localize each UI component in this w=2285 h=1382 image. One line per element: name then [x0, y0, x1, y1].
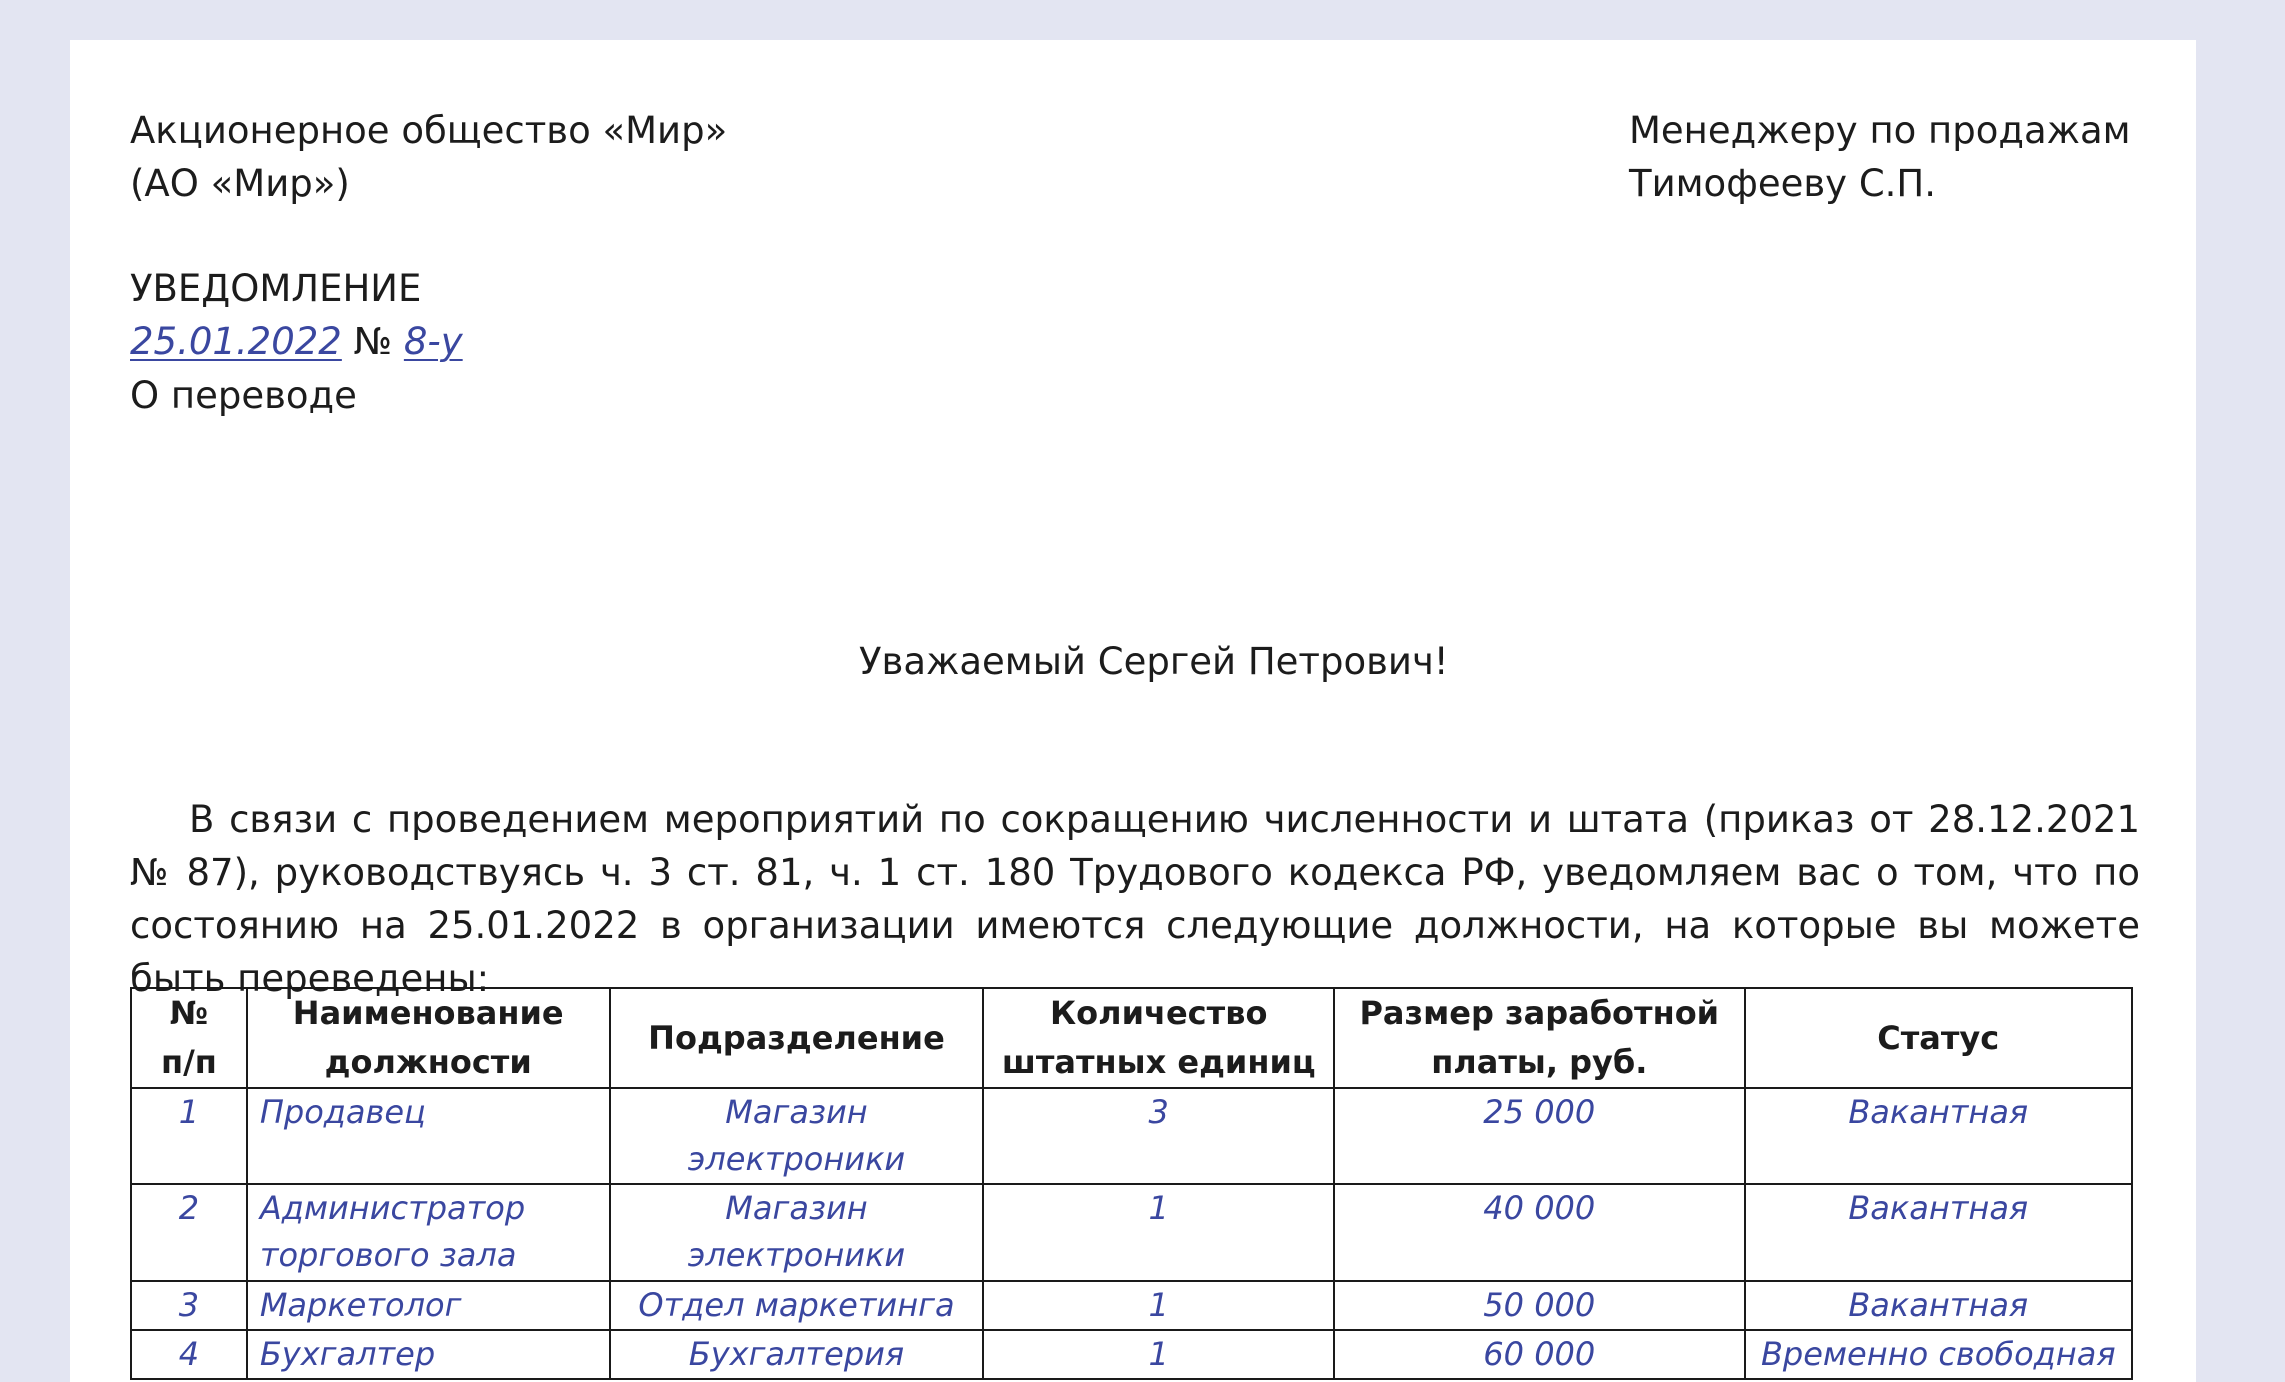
row-status: Временно свободная	[1745, 1330, 2132, 1379]
body-paragraph	[130, 793, 2140, 1005]
organization-short-name: (АО «Мир»)	[130, 162, 350, 205]
greeting: Уважаемый Сергей Петрович!	[859, 640, 1449, 683]
row-count: 1	[983, 1184, 1334, 1281]
header-status: Статус	[1745, 988, 2132, 1088]
document-subject: О переводе	[130, 374, 357, 417]
header-position: Наименование должности	[247, 988, 610, 1088]
table-row	[131, 1330, 2132, 1379]
row-position: Продавец	[247, 1088, 610, 1184]
organization-name: Акционерное общество «Мир»	[130, 109, 728, 152]
recipient-name: Тимофееву С.П.	[1629, 162, 1937, 205]
table-row	[131, 1184, 2132, 1281]
row-count: 1	[983, 1330, 1334, 1379]
row-status: Вакантная	[1745, 1281, 2132, 1330]
row-department: Магазин электроники	[610, 1088, 984, 1184]
document-date: 25.01.2022	[130, 320, 342, 363]
row-department: Бухгалтерия	[610, 1330, 984, 1379]
number-sign: №	[353, 320, 393, 363]
row-num: 2	[131, 1184, 247, 1281]
row-num: 3	[131, 1281, 247, 1330]
row-salary: 25 000	[1334, 1088, 1744, 1184]
header-salary: Размер заработной платы, руб.	[1334, 988, 1744, 1088]
row-position: Бухгалтер	[247, 1330, 610, 1379]
row-status: Вакантная	[1745, 1088, 2132, 1184]
body-paragraph-text: В связи с проведением мероприятий по сокращению численности и штата (приказ от 28.12.2021 № 87), руководствуясь ч. 3 ст. 81, ч. 1 ст. 180 Трудового кодекса РФ, уведомляем вас о том, что по состоянию на 25.01.2022 в организации имеются следующие должности, на которые вы можете быть переведены:	[130, 798, 2140, 1000]
recipient-position: Менеджеру по продажам	[1629, 109, 2131, 152]
row-salary: 50 000	[1334, 1281, 1744, 1330]
row-salary: 40 000	[1334, 1184, 1744, 1281]
table-row	[131, 1088, 2132, 1184]
table-row	[131, 1281, 2132, 1330]
row-status: Вакантная	[1745, 1184, 2132, 1281]
document-number: 8-у	[403, 320, 463, 363]
row-num: 1	[131, 1088, 247, 1184]
row-department: Отдел маркетинга	[610, 1281, 984, 1330]
header-department: Подразделение	[610, 988, 984, 1088]
document-type: УВЕДОМЛЕНИЕ	[130, 267, 422, 310]
row-position: Администратор торгового зала	[247, 1184, 610, 1281]
row-position: Маркетолог	[247, 1281, 610, 1330]
document-date-number-line	[130, 315, 463, 368]
row-count: 3	[983, 1088, 1334, 1184]
row-salary: 60 000	[1334, 1330, 1744, 1379]
table-header-row	[131, 988, 2132, 1088]
row-num: 4	[131, 1330, 247, 1379]
header-count: Количество штатных единиц	[983, 988, 1334, 1088]
row-department: Магазин электроники	[610, 1184, 984, 1281]
row-count: 1	[983, 1281, 1334, 1330]
positions-table	[130, 987, 2133, 1380]
header-num: № п/п	[131, 988, 247, 1088]
